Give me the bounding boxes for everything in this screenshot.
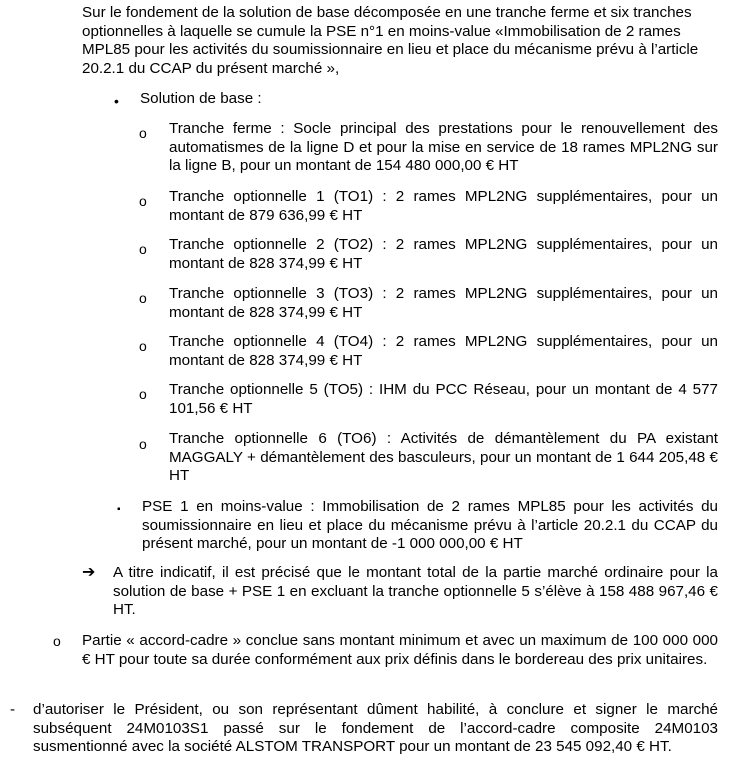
indicative-total-note: A titre indicatif, il est précisé que le montant total de la partie marché ordinaire pour la solution de base + PSE 1 en excluant la tranche optionnelle 5 s’élève à 158 488 967,46 € HT. (113, 564, 718, 618)
tranche-optionnelle-1: Tranche optionnelle 1 (TO1) : 2 rames MPL2NG supplémentaires, pour un montant de 879 636,99 € HT (169, 188, 718, 224)
circle-marker: o (139, 436, 147, 452)
tranche-optionnelle-4: Tranche optionnelle 4 (TO4) : 2 rames MPL2NG supplémentaires, pour un montant de 828 374,99 € HT (169, 333, 718, 369)
tranche-optionnelle-3: Tranche optionnelle 3 (TO3) : 2 rames MPL2NG supplémentaires, pour un montant de 828 374,99 € HT (169, 285, 718, 321)
tranche-optionnelle-6: Tranche optionnelle 6 (TO6) : Activités de démantèlement du PA existant MAGGALY + démantèlement des basculeurs, pour un montant de 1 644 205,48 € HT (169, 430, 718, 484)
circle-marker: o (53, 633, 61, 649)
circle-marker: o (139, 290, 147, 306)
pse-1-moins-value: PSE 1 en moins-value : Immobilisation de 2 rames MPL85 pour les activités du soumissionnaire en lieu et place du mécanisme prévu à l’article 20.2.1 du CCAP du présent marché, pour un montant de -1 000 000,00 € HT (142, 498, 718, 552)
circle-marker: o (139, 241, 147, 257)
arrow-right-icon: ➔ (82, 564, 96, 581)
square-bullet-marker: ▪ (117, 504, 121, 515)
circle-marker: o (139, 338, 147, 354)
authorization-paragraph: d’autoriser le Président, ou son représentant dûment habilité, à conclure et signer le marché subséquent 24M0103S1 passé sur le fondement de l’accord-cadre composite 24M0103 susmentionné avec la société ALSTOM TRANSPORT pour un montant de 23 545 092,40 € HT. (33, 701, 718, 755)
circle-marker: o (139, 193, 147, 209)
circle-marker: o (139, 125, 147, 141)
tranche-optionnelle-5: Tranche optionnelle 5 (TO5) : IHM du PCC Réseau, pour un montant de 4 577 101,56 € HT (169, 381, 718, 417)
bullet-marker: • (114, 93, 119, 109)
intro-paragraph: Sur le fondement de la solution de base décomposée en une tranche ferme et six tranches optionnelles à laquelle se cumule la PSE n°1 en moins-value «Immobilisation de 2 rames MPL85 pour les activités du soumissionnaire en lieu et place du mécanisme prévu à l’article 20.2.1 du CCAP du présent marché », (82, 4, 699, 77)
dash-marker: - (10, 701, 16, 718)
tranche-ferme: Tranche ferme : Socle principal des prestations pour le renouvellement des automatismes de la ligne D et pour la mise en service de 18 rames MPL2NG sur la ligne B, pour un montant de 154 480 000,00 € HT (169, 120, 718, 174)
circle-marker: o (139, 386, 147, 402)
solution-de-base-label: Solution de base : (140, 90, 262, 107)
accord-cadre-paragraph: Partie « accord-cadre » conclue sans montant minimum et avec un maximum de 100 000 000 € HT pour toute sa durée conformément aux prix définis dans le bordereau des prix unitaires. (82, 632, 718, 668)
tranche-optionnelle-2: Tranche optionnelle 2 (TO2) : 2 rames MPL2NG supplémentaires, pour un montant de 828 374,99 € HT (169, 236, 718, 272)
